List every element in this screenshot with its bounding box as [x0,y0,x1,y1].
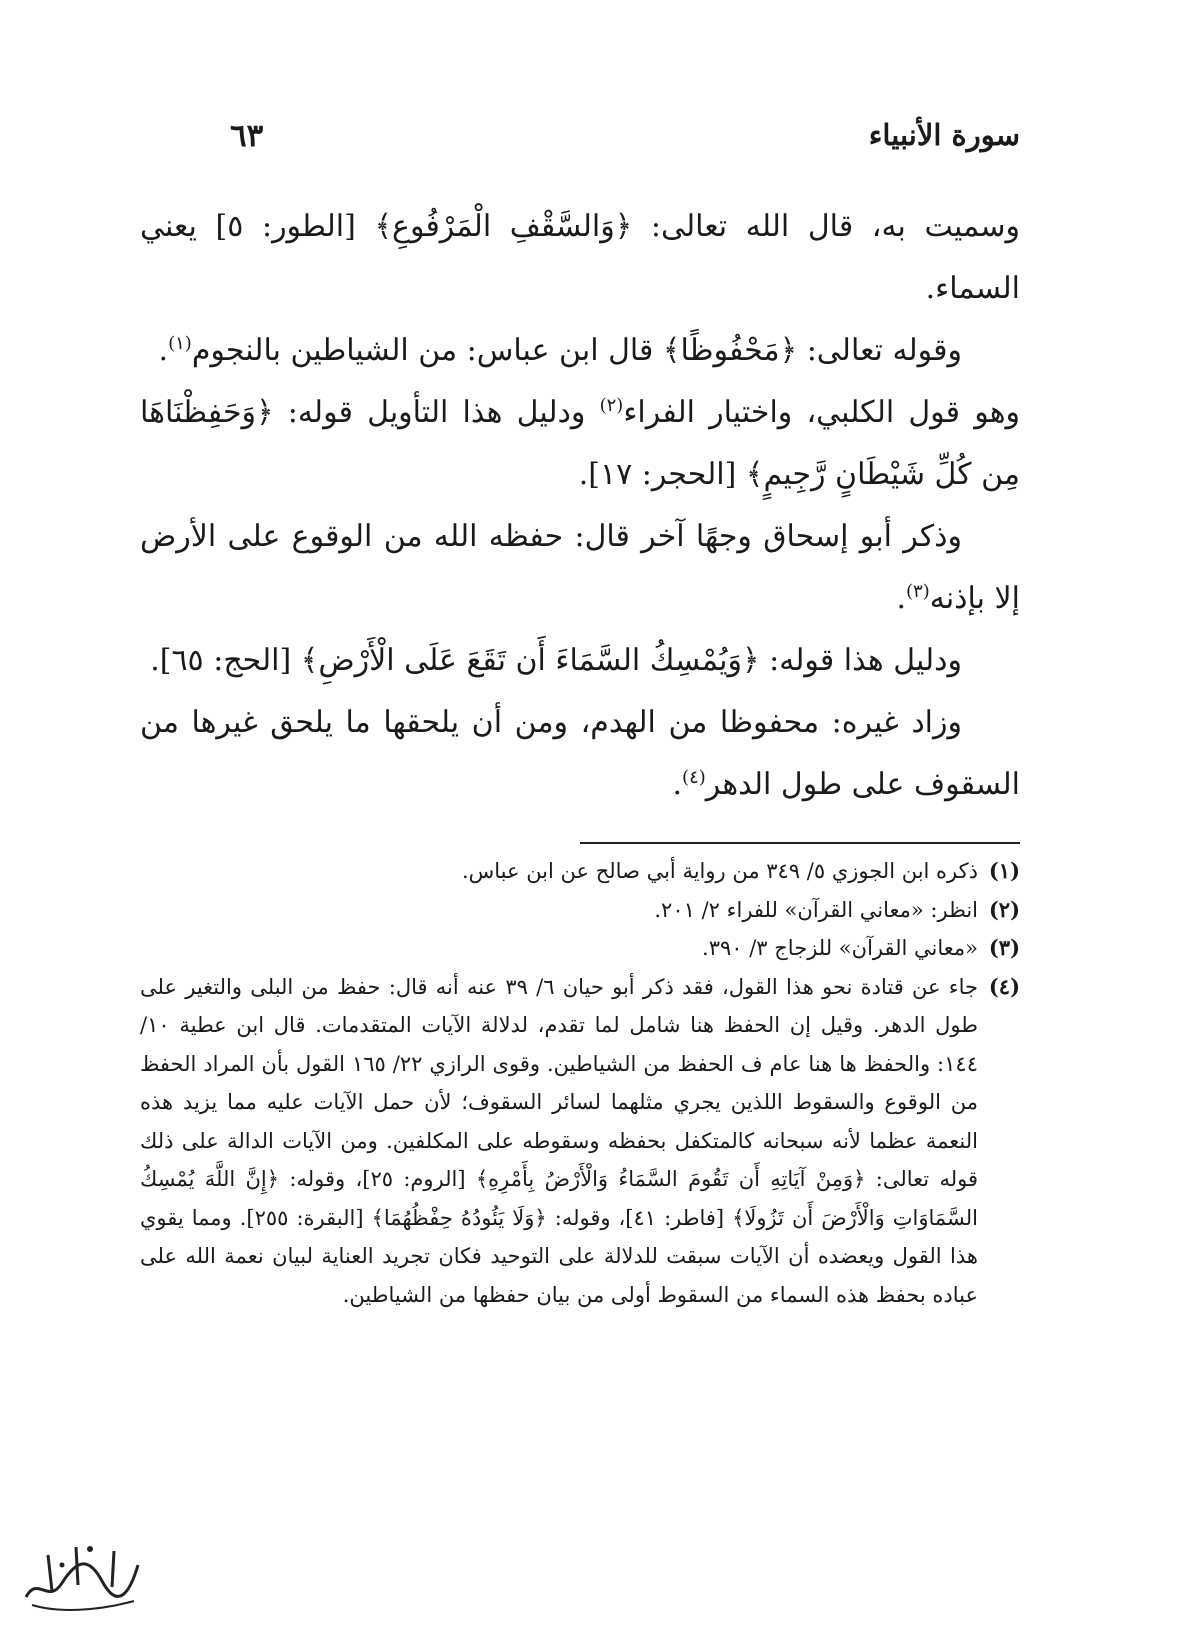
calligraphy-seal-icon [18,1535,146,1617]
paragraph-5-text: ودليل هذا قوله: ﴿وَيُمْسِكُ السَّمَاءَ أَن تَقَعَ عَلَى الْأَرْضِ﴾ [الحج: ٦٥]. [150,643,962,678]
paragraph-2-text: وقوله تعالى: ﴿مَحْفُوظًا﴾ قال ابن عباس: من الشياطين بالنجوم [191,333,962,368]
footnote-1 [140,852,1020,891]
paragraph-4-text: وذكر أبو إسحاق وجهًا آخر قال: حفظه الله من الوقوع على الأرض إلا بإذنه [140,519,1020,616]
footnote-2 [140,891,1020,930]
page-header [180,118,1020,168]
paragraph-1-text: وسميت به، قال الله تعالى: ﴿وَالسَّقْفِ الْمَرْفُوعِ﴾ [الطور: ٥] يعني السماء. [140,209,1020,306]
footnote-ref-2[interactable]: (٢) [599,395,624,416]
paragraph-3 [140,382,1020,506]
paragraph-2 [140,320,1020,382]
footnote-text: انظر: «معاني القرآن» للفراء ٢/ ٢٠١. [654,897,978,922]
footnote-text: ذكره ابن الجوزي ٥/ ٣٤٩ من رواية أبي صالح عن ابن عباس. [461,859,978,883]
page-number: ٦٣ [230,118,264,154]
footnotes [140,852,1020,1314]
footnote-number: (١) [988,858,1020,883]
running-title: سورة الأنبياء [868,118,1020,152]
paragraph-6 [140,692,1020,816]
footnote-number: (٢) [988,896,1020,922]
paragraph-1 [140,196,1020,320]
footnote-ref-1[interactable]: (١) [168,333,192,354]
footnote-number: (٣) [988,935,1020,960]
footnote-divider [580,842,1020,844]
paragraph-6-text: وزاد غيره: محفوظا من الهدم، ومن أن يلحقها ما يلحق غيرها من السقوف على طول الدهر [140,705,1020,802]
footnote-3 [140,929,1020,968]
paragraph-3-text-b: ودليل هذا التأويل قوله: ﴿وَحَفِظْنَاهَا مِن كُلِّ شَيْطَانٍ رَّجِيمٍ﴾ [الحجر: ١٧]. [140,395,1020,492]
footnote-text: جاء عن قتادة نحو هذا القول، فقد ذكر أبو حيان ٦/ ٣٩ عنه أنه قال: حفظ من البلى والتغير على طول الدهر. وقيل إن الحفظ هنا شامل لما تقدم، لدلالة الآيات المتقدمات. قال ابن عطية ١٠/ ١٤٤: والحفظ ها هنا عام ف الحفظ من الشياطين. وقوى الرازي ٢٢/ ١٦٥ القول بأن المراد الحفظ من الوقوع والسقوط اللذين يجري مثلهما لسائر السقوف؛ لأن حمل الآيات عليه مما يزيد هذه النعمة عظما لأنه سبحانه كالمتكفل بحفظه وسقوطه على المكلفين. ومن الآيات الدالة على ذلك قوله تعالى: ﴿وَمِنْ آيَاتِهِ أَن تَقُومَ السَّمَاءُ وَالْأَرْضُ بِأَمْرِهِ﴾ [الروم: ٢٥]، وقوله: ﴿إِنَّ اللَّهَ يُمْسِكُ السَّمَاوَاتِ وَالْأَرْضَ أَن تَزُولَا﴾ [فاطر: ٤١]، وقوله: ﴿وَلَا يَئُودُهُ حِفْظُهُمَا﴾ [البقرة: ٢٥٥]. ومما يقوي هذا القول ويعضده أن الآيات سبقت للدلالة على التوحيد فكان تجريد العناية لبيان نعمة الله على عباده بحفظ هذه السماء من السقوط أولى من بيان حفظها من الشياطين. [140,974,979,1307]
footnote-4 [140,968,1020,1315]
main-text [140,196,1020,816]
paragraph-2-end: . [158,333,169,368]
footnote-text: «معاني القرآن» للزجاج ٣/ ٣٩٠. [702,936,978,960]
paragraph-3-text-a: وهو قول الكلبي، واختيار الفراء [623,395,1021,430]
footnote-ref-4[interactable]: (٤) [682,767,706,788]
paragraph-5 [140,630,1020,692]
paragraph-4 [140,506,1020,630]
footnote-number: (٤) [988,973,1020,999]
paragraph-4-end: . [896,581,906,616]
paragraph-6-end: . [672,767,683,802]
footnote-ref-3[interactable]: (٣) [906,581,930,602]
